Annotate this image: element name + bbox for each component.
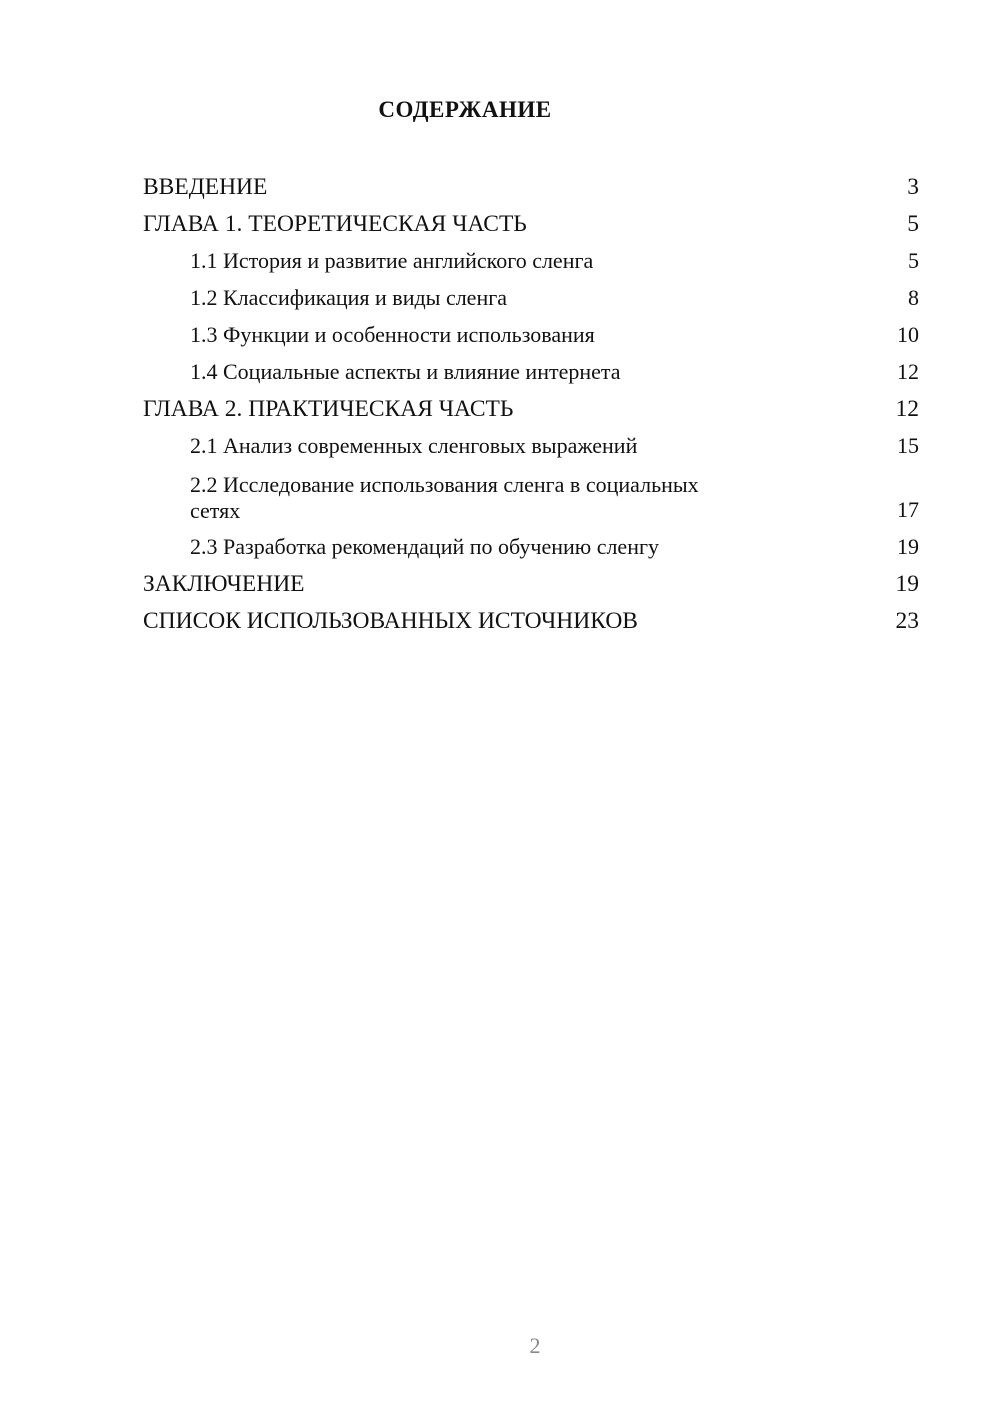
toc-entry-text: 1.2 Классификация и виды сленга — [190, 285, 508, 310]
toc-entry-references — [143, 602, 919, 639]
toc-entry-section-2-3 — [143, 528, 919, 565]
toc-entry-section-1-2 — [143, 279, 919, 316]
toc-entry-text: 1.3 Функции и особенности использования — [190, 322, 595, 347]
toc-entry-page: 5 — [907, 211, 919, 237]
table-of-contents — [143, 168, 919, 639]
toc-entry-page: 19 — [895, 571, 919, 597]
toc-entry-section-1-3 — [143, 316, 919, 353]
toc-entry-page: 10 — [897, 322, 919, 347]
toc-heading — [70, 94, 1000, 126]
toc-entry-chapter-2 — [143, 390, 919, 427]
toc-entry-text: ЗАКЛЮЧЕНИЕ — [143, 571, 305, 597]
toc-entry-text: ГЛАВА 2. ПРАКТИЧЕСКАЯ ЧАСТЬ — [143, 396, 514, 422]
toc-entry-page: 19 — [897, 534, 919, 559]
toc-entry-section-1-1 — [143, 242, 919, 279]
toc-entry-text: 2.1 Анализ современных сленговых выражений — [190, 433, 638, 458]
toc-entry-section-2-2 — [143, 464, 919, 528]
toc-entry-section-1-4 — [143, 353, 919, 390]
toc-heading-text: СОДЕРЖАНИЕ — [378, 97, 552, 122]
toc-entry-text: ГЛАВА 1. ТЕОРЕТИЧЕСКАЯ ЧАСТЬ — [143, 211, 527, 237]
toc-entry-section-2-1 — [143, 427, 919, 464]
toc-entry-conclusion — [143, 565, 919, 602]
toc-entry-page: 17 — [897, 497, 919, 522]
toc-entry-text: 1.4 Социальные аспекты и влияние интернета — [190, 359, 621, 384]
toc-entry-page: 3 — [907, 174, 919, 200]
toc-entry-text: 2.2 Исследование использования сленга в социальных сетях — [190, 472, 699, 523]
page-number: 2 — [529, 1333, 541, 1358]
toc-entry-chapter-1 — [143, 205, 919, 242]
toc-entry-text: ВВЕДЕНИЕ — [143, 174, 268, 200]
toc-entry-page: 5 — [908, 248, 919, 273]
toc-entry-page: 15 — [897, 433, 919, 458]
toc-entry-page: 8 — [908, 285, 919, 310]
toc-entry-text: СПИСОК ИСПОЛЬЗОВАННЫХ ИСТОЧНИКОВ — [143, 608, 638, 634]
toc-entry-introduction — [143, 168, 919, 205]
toc-entry-page: 23 — [895, 608, 919, 634]
toc-entry-text: 2.3 Разработка рекомендаций по обучению сленгу — [190, 534, 659, 559]
toc-entry-text: 1.1 История и развитие английского сленга — [190, 248, 594, 273]
toc-entry-page: 12 — [895, 396, 919, 422]
toc-entry-page: 12 — [897, 359, 919, 384]
